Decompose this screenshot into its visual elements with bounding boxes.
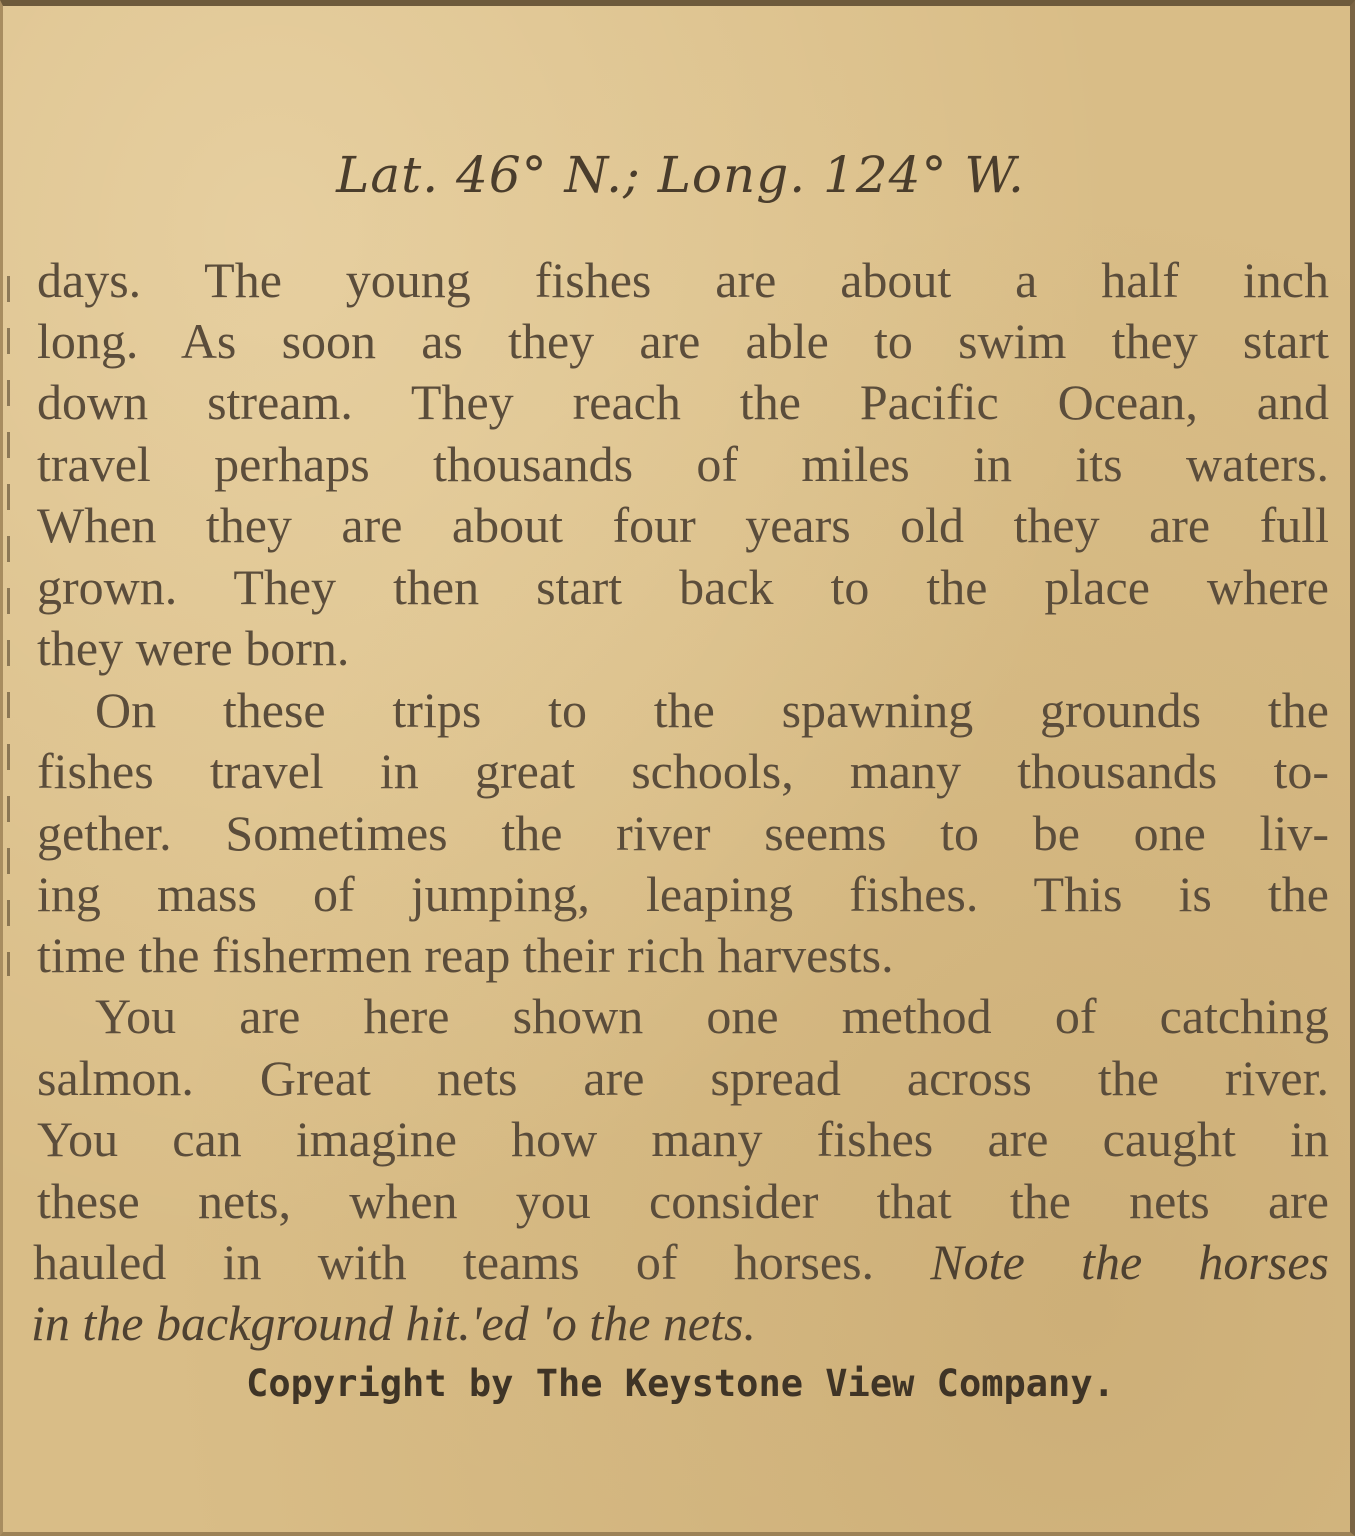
- text-line-2: long. As soon as they are able to swim they start: [37, 313, 1329, 369]
- text-line-17-roman: hauled in with teams of horses.: [33, 1234, 875, 1290]
- text-line-3: down stream. They reach the Pacific Ocean, and: [37, 374, 1329, 430]
- text-line-10: gether. Sometimes the river seems to be one liv-: [37, 805, 1329, 861]
- text-line-14: salmon. Great nets are spread across the river.: [37, 1050, 1329, 1106]
- coordinates-heading: Lat. 46° N.; Long. 124° W.: [336, 146, 1025, 204]
- text-line-1: days. The young fishes are about a half inch: [37, 252, 1329, 308]
- text-line-16: these nets, when you consider that the nets are: [37, 1173, 1329, 1229]
- margin-rule-marks: [7, 276, 10, 976]
- text-line-12: time the fishermen reap their rich harvests.: [37, 927, 894, 983]
- text-line-17-italic: Note the horses: [930, 1234, 1329, 1290]
- text-line-8: On these trips to the spawning grounds the: [95, 682, 1329, 738]
- text-line-11: ing mass of jumping, leaping fishes. This is the: [37, 866, 1329, 922]
- text-line-13: You are here shown one method of catching: [95, 988, 1329, 1044]
- text-line-9: fishes travel in great schools, many thousands to-: [37, 743, 1329, 799]
- text-line-7: they were born.: [37, 620, 350, 676]
- text-line-17: [33, 1232, 1329, 1292]
- text-line-6: grown. They then start back to the place where: [37, 559, 1329, 615]
- text-line-5: When they are about four years old they are full: [37, 497, 1329, 553]
- text-line-4: travel perhaps thousands of miles in its waters.: [37, 436, 1329, 492]
- copyright-line: Copyright by The Keystone View Company.: [246, 1362, 1115, 1405]
- text-line-18-italic: in the background hit.'ed 'o the nets.: [31, 1295, 756, 1351]
- text-line-15: You can imagine how many fishes are caught in: [37, 1111, 1329, 1167]
